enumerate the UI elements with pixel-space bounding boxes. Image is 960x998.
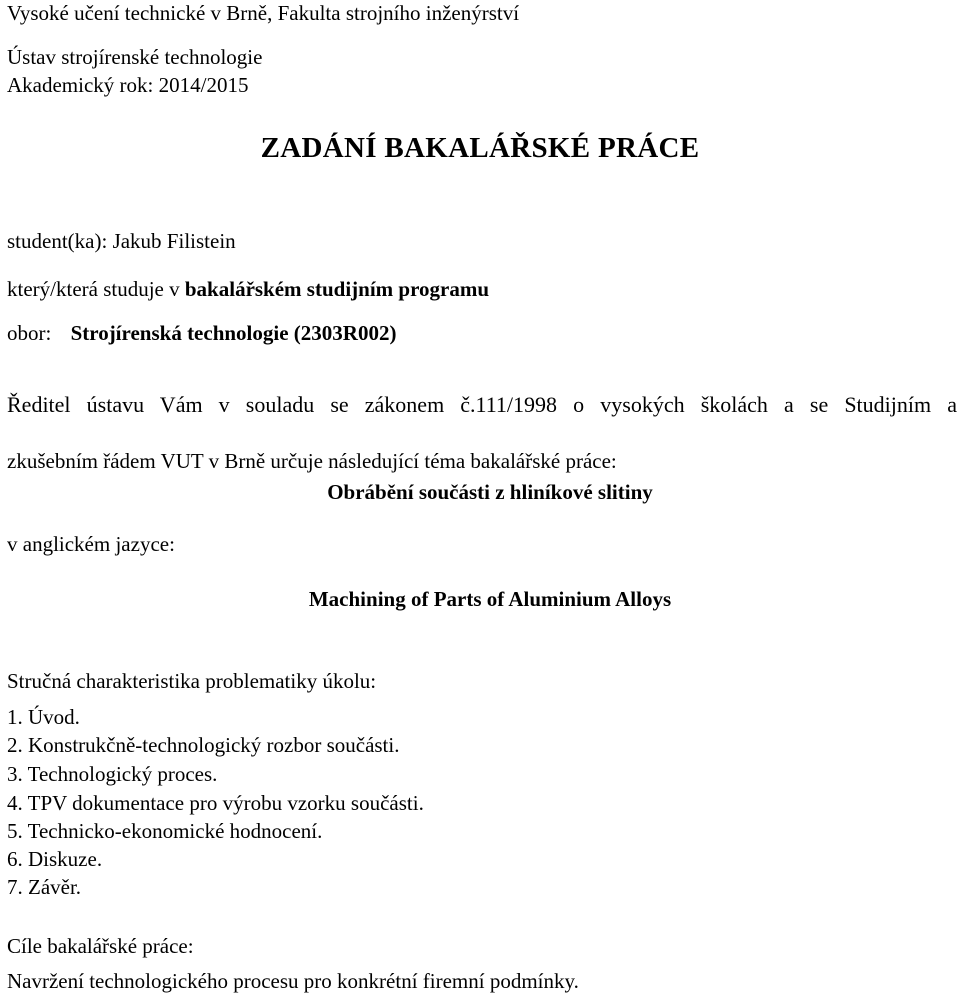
list-item: 1. Úvod. [7, 705, 80, 729]
field-line [7, 320, 396, 346]
list-item: 5. Technicko-ekonomické hodnocení. [7, 819, 323, 843]
program-line [7, 276, 489, 302]
directive-line-2: zkušebním řádem VUT v Brně určuje následující téma bakalářské práce: [7, 449, 617, 473]
university-line: Vysoké učení technické v Brně, Fakulta strojního inženýrství [7, 1, 520, 25]
list-item: 6. Diskuze. [7, 847, 103, 871]
student-line [7, 228, 236, 254]
program-prefix: který/která studuje v [7, 277, 180, 301]
field-name: Strojírenská technologie (2303R002) [70, 321, 397, 345]
topic-english: Machining of Parts of Aluminium Alloys [308, 587, 672, 611]
student-label: student(ka): [7, 229, 108, 253]
characteristics-heading: Stručná charakteristika problematiky úkolu: [7, 669, 377, 693]
program-name: bakalářském studijním programu [184, 277, 490, 301]
goals-heading: Cíle bakalářské práce: [7, 934, 194, 958]
list-item: 2. Konstrukčně-technologický rozbor součásti. [7, 733, 400, 757]
goals-text: Navržení technologického procesu pro konkrétní firemní podmínky. [7, 969, 579, 993]
student-name: Jakub Filistein [112, 229, 236, 253]
english-label: v anglickém jazyce: [7, 532, 175, 556]
page-title: ZADÁNÍ BAKALÁŘSKÉ PRÁCE [260, 132, 700, 164]
academic-year-line: Akademický rok: 2014/2015 [7, 73, 249, 97]
topic-czech: Obrábění součásti z hliníkové slitiny [327, 480, 653, 504]
directive-line-1: Ředitel ústavu Vám v souladu se zákonem č.111/1998 o vysokých školách a se Studijním a [7, 392, 957, 417]
list-item: 7. Závěr. [7, 875, 82, 899]
list-item: 3. Technologický proces. [7, 762, 218, 786]
institute-line: Ústav strojírenské technologie [7, 45, 263, 69]
field-label: obor: [7, 321, 52, 345]
list-item: 4. TPV dokumentace pro výrobu vzorku součásti. [7, 791, 424, 815]
